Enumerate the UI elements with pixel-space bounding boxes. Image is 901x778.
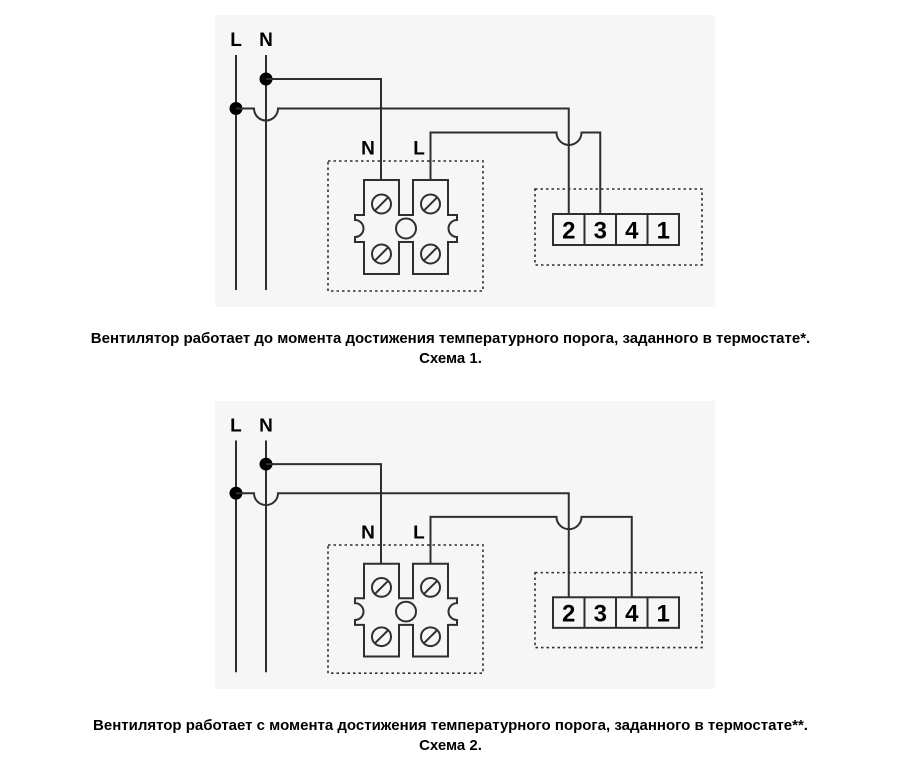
terminal-block-body [355, 180, 457, 274]
mains-live-label: L [230, 30, 242, 51]
mains-neutral-label: N [259, 414, 273, 436]
live-branch-wire [236, 493, 569, 597]
fan-dashed-outline [328, 545, 483, 673]
fan-neutral-label: N [361, 138, 375, 160]
thermostat-terminal-number-3: 3 [593, 217, 607, 245]
screw-slot-4 [424, 247, 437, 260]
diagram-panel-1 [215, 15, 715, 307]
fan-dashed-outline [328, 161, 483, 291]
neutral-branch-wire [266, 79, 381, 180]
screw-slot-1 [375, 197, 388, 210]
mains-live-label: L [230, 414, 242, 436]
caption-2-schema-label: Схема 2. [419, 737, 482, 754]
diagram-panel-2 [215, 401, 715, 689]
thermostat-terminal-number-4: 4 [625, 217, 639, 245]
terminal-block-body [355, 564, 457, 657]
screw-slot-3 [375, 247, 388, 260]
terminal-block-center-hole [396, 602, 416, 622]
fan-neutral-label: N [361, 521, 375, 543]
terminal-block-center-hole [396, 219, 416, 239]
thermostat-terminal-number-4: 4 [625, 600, 639, 628]
live-branch-wire [236, 109, 569, 215]
neutral-branch-wire [266, 464, 381, 564]
thermostat-terminal-number-2: 2 [562, 217, 576, 245]
fan-live-wire [431, 133, 601, 215]
wiring-schematic-2 [215, 401, 715, 689]
caption-1 [0, 329, 901, 369]
screw-slot-3 [375, 630, 388, 643]
thermostat-terminal-number-1: 1 [656, 600, 670, 628]
screw-slot-2 [424, 581, 437, 594]
caption-1-schema-label: Схема 1. [419, 350, 482, 367]
fan-live-label: L [413, 521, 425, 543]
thermostat-dashed-outline [535, 189, 702, 265]
screw-slot-4 [424, 630, 437, 643]
screw-slot-2 [424, 197, 437, 210]
screw-slot-1 [375, 581, 388, 594]
thermostat-dashed-outline [535, 573, 702, 648]
caption-2 [0, 716, 901, 756]
caption-1-text: Вентилятор работает до момента достижения температурного порога, заданного в термостате*. [90, 330, 811, 347]
mains-neutral-label: N [259, 30, 273, 51]
fan-live-wire [431, 517, 632, 597]
caption-2-text: Вентилятор работает с момента достижения температурного порога, заданного в термостате**. [93, 717, 808, 734]
thermostat-terminal-number-1: 1 [656, 217, 670, 245]
wiring-schematic-1 [215, 15, 715, 307]
thermostat-terminal-number-2: 2 [562, 600, 576, 628]
thermostat-terminal-number-3: 3 [593, 600, 607, 628]
fan-live-label: L [413, 138, 425, 160]
